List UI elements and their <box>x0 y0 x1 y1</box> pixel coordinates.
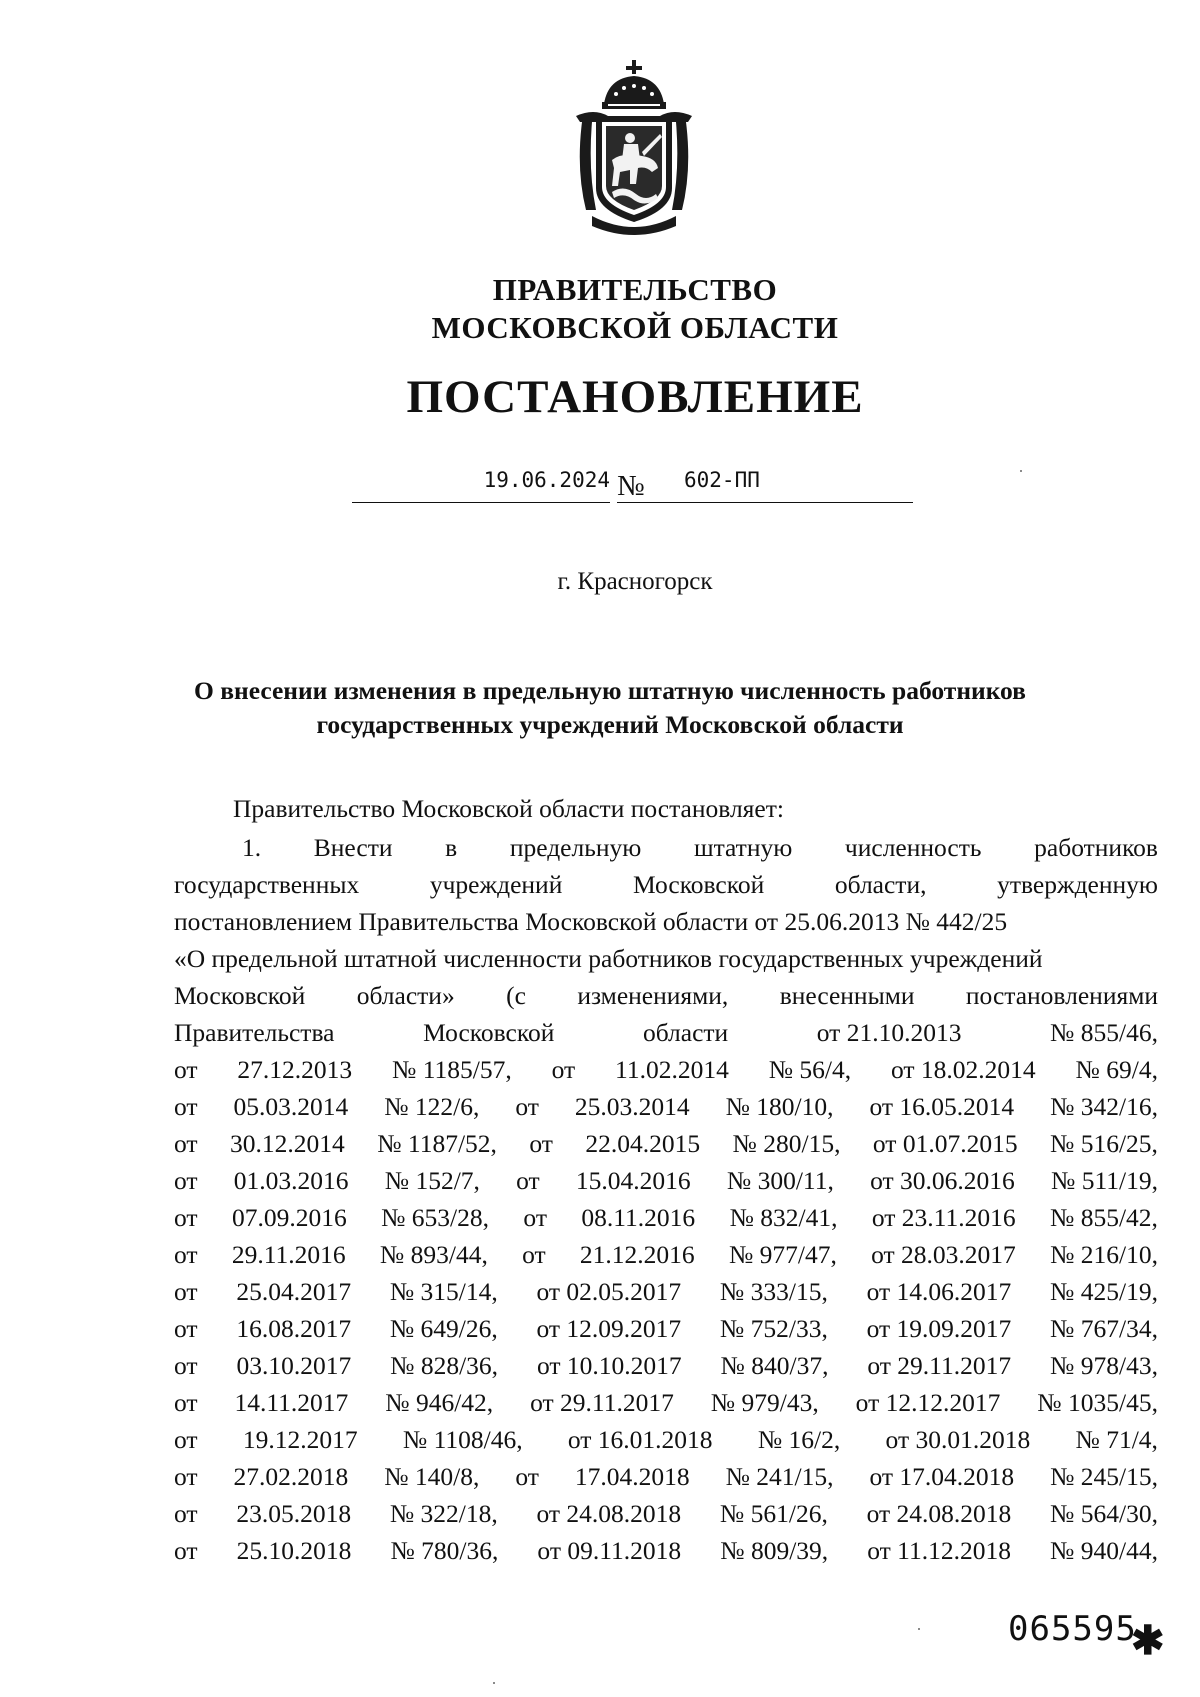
body-word: от <box>174 1203 198 1232</box>
body-word: № 16/2, <box>757 1425 841 1454</box>
scan-speck <box>918 1628 920 1630</box>
body-word: от <box>551 1055 576 1084</box>
body-word: № 425/19, <box>1050 1277 1158 1306</box>
body-word: от 16.05.2014 <box>869 1092 1015 1121</box>
body-word: № 979/43, <box>710 1388 819 1417</box>
body-word: 19.12.2017 <box>242 1425 358 1454</box>
body-word: 22.04.2015 <box>585 1129 701 1158</box>
body-word: № 333/15, <box>719 1277 828 1306</box>
body-word: № 216/10, <box>1050 1240 1158 1269</box>
body-word: № 122/6, <box>384 1092 480 1121</box>
body-word: 05.03.2014 <box>233 1092 349 1121</box>
body-word: 07.09.2016 <box>231 1203 347 1232</box>
body-line <box>174 1014 1158 1051</box>
body-word: № 315/14, <box>389 1277 498 1306</box>
body-word: постановлением Правительства Московской области от 25.06.2013 № 442/25 <box>174 907 1008 936</box>
body-word: от 02.05.2017 <box>536 1277 682 1306</box>
body-word: № 342/16, <box>1050 1092 1158 1121</box>
body-word: от 16.01.2018 <box>567 1425 713 1454</box>
body-word: от 14.06.2017 <box>866 1277 1012 1306</box>
body-word: численность <box>844 833 982 862</box>
body-word: № 300/11, <box>726 1166 834 1195</box>
body-word: «О предельной штатной численности работников государственных учреждений <box>174 944 1043 973</box>
serial-number: 065595 <box>1008 1609 1137 1649</box>
body-word: от 18.02.2014 <box>890 1055 1036 1084</box>
body-word: области, <box>834 870 927 899</box>
body-word: 23.05.2018 <box>236 1499 352 1528</box>
body-word: от 30.06.2016 <box>870 1166 1015 1195</box>
body-word: от 11.12.2018 <box>867 1536 1011 1565</box>
body-word: от 21.10.2013 <box>816 1018 962 1047</box>
body-word: 16.08.2017 <box>236 1314 352 1343</box>
body-word: № 1035/45, <box>1037 1388 1158 1417</box>
body-word: от <box>529 1129 553 1158</box>
body-word: от 30.01.2018 <box>885 1425 1031 1454</box>
body-word: постановлениями <box>965 981 1158 1010</box>
body-word: от <box>515 1092 539 1121</box>
body-word: от <box>515 1462 539 1491</box>
body-word: Московской <box>632 870 765 899</box>
body-line <box>174 1125 1158 1162</box>
body-line <box>174 1310 1158 1347</box>
body-line <box>174 1532 1158 1569</box>
body-word: № 855/42, <box>1050 1203 1158 1232</box>
subject-line: государственных учреждений Московской области <box>316 710 904 739</box>
coat-of-arms-icon <box>572 60 696 238</box>
body-word: от 23.11.2016 <box>871 1203 1016 1232</box>
document-subject <box>0 674 1200 742</box>
body-word: государственных <box>174 870 360 899</box>
body-word: от <box>174 1425 198 1454</box>
government-name-line2: МОСКОВСКОЙ ОБЛАСТИ <box>431 310 839 345</box>
body-word: от 12.12.2017 <box>855 1388 1001 1417</box>
body-line <box>174 1273 1158 1310</box>
body-word: № 978/43, <box>1050 1351 1158 1380</box>
body-word: № 280/15, <box>732 1129 841 1158</box>
body-word: № 56/4, <box>768 1055 852 1084</box>
body-word: внесенными <box>779 981 915 1010</box>
date-underline <box>352 502 610 503</box>
body-word: № 649/26, <box>389 1314 498 1343</box>
body-word: области» <box>356 981 455 1010</box>
body-word: от 09.11.2018 <box>537 1536 682 1565</box>
subject-line: О внесении изменения в предельную штатную численность работников <box>194 676 1026 705</box>
body-word: Московской <box>423 1018 555 1047</box>
body-word: предельную <box>509 833 642 862</box>
body-line <box>174 1199 1158 1236</box>
body-word: учреждений <box>429 870 563 899</box>
body-word: № 564/30, <box>1050 1499 1158 1528</box>
number-sign: № <box>617 470 645 502</box>
body-word: № 152/7, <box>384 1166 480 1195</box>
body-line <box>174 1162 1158 1199</box>
body-word: от 12.09.2017 <box>536 1314 682 1343</box>
body-line <box>174 866 1158 903</box>
body-word: 1. <box>242 833 262 862</box>
body-word: № 767/34, <box>1050 1314 1158 1343</box>
body-word: от 24.08.2018 <box>536 1499 682 1528</box>
serial-mark: ✱ <box>1131 1618 1165 1663</box>
body-word: утвержденную <box>997 870 1158 899</box>
body-word: от 19.09.2017 <box>866 1314 1012 1343</box>
body-word: от <box>174 1092 198 1121</box>
body-word: от <box>174 1388 198 1417</box>
body-word: работников <box>1034 833 1158 862</box>
body-word: № 561/26, <box>719 1499 828 1528</box>
body-word: 27.02.2018 <box>233 1462 349 1491</box>
government-name-line1: ПРАВИТЕЛЬСТВО <box>492 272 778 307</box>
body-word: 11.02.2014 <box>615 1055 729 1084</box>
body-word: от <box>523 1203 547 1232</box>
body-word: 25.04.2017 <box>236 1277 352 1306</box>
date-number-row <box>0 468 1200 508</box>
body-word: от 29.11.2017 <box>867 1351 1012 1380</box>
body-line <box>174 1384 1158 1421</box>
body-word: № 780/36, <box>390 1536 499 1565</box>
body-word: 14.11.2017 <box>234 1388 349 1417</box>
body-word: от <box>516 1166 540 1195</box>
body-word: в <box>445 833 458 862</box>
body-word: № 511/19, <box>1050 1166 1158 1195</box>
body-word: Московской <box>174 981 306 1010</box>
body-word: от <box>522 1240 546 1269</box>
body-word: № 855/46, <box>1050 1018 1158 1047</box>
body-word: № 516/25, <box>1050 1129 1158 1158</box>
document-type-title: ПОСТАНОВЛЕНИЕ <box>406 371 864 423</box>
body-line <box>174 829 1158 866</box>
body-word: № 940/44, <box>1050 1536 1158 1565</box>
body-line <box>174 940 1158 977</box>
body-word: № 752/33, <box>719 1314 828 1343</box>
body-word: от <box>174 1536 198 1565</box>
body-word: № 653/28, <box>381 1203 490 1232</box>
body-word: № 840/37, <box>720 1351 829 1380</box>
body-line <box>174 1347 1158 1384</box>
body-word: от 10.10.2017 <box>536 1351 682 1380</box>
body-word: от <box>174 1351 198 1380</box>
body-line <box>174 1495 1158 1532</box>
body-word: от <box>174 1277 198 1306</box>
body-line <box>174 1236 1158 1273</box>
body-line <box>174 903 1158 940</box>
body-word: от <box>174 1166 198 1195</box>
body-word: от <box>174 1499 198 1528</box>
body-word: № 241/15, <box>725 1462 834 1491</box>
body-word: от 17.04.2018 <box>869 1462 1015 1491</box>
body-word: изменениями, <box>577 981 729 1010</box>
body-word: № 180/10, <box>725 1092 834 1121</box>
body-word: 25.10.2018 <box>236 1536 352 1565</box>
body-word: 01.03.2016 <box>233 1166 349 1195</box>
body-word: 30.12.2014 <box>230 1129 345 1158</box>
body-word: № 245/15, <box>1050 1462 1158 1491</box>
body-word: № 809/39, <box>720 1536 829 1565</box>
scan-speck <box>1020 470 1022 472</box>
body-word: от 28.03.2017 <box>871 1240 1016 1269</box>
body-line <box>174 1088 1158 1125</box>
body-word: № 69/4, <box>1075 1055 1158 1084</box>
number-underline <box>617 502 913 503</box>
body-word: Правительства <box>174 1018 335 1047</box>
body-word: № 140/8, <box>384 1462 480 1491</box>
body-word: 17.04.2018 <box>574 1462 690 1491</box>
intro-text: Правительство Московской области постановляет: <box>233 794 784 823</box>
body-word: Внести <box>313 833 393 862</box>
body-paragraph <box>174 829 1158 1569</box>
body-word: от 01.07.2015 <box>872 1129 1018 1158</box>
body-word: 27.12.2013 <box>237 1055 353 1084</box>
body-word: (с <box>506 981 526 1010</box>
body-line <box>174 1421 1158 1458</box>
city-name: г. Красногорск <box>557 568 713 595</box>
body-word: от 29.11.2017 <box>530 1388 674 1417</box>
body-word: 25.03.2014 <box>574 1092 690 1121</box>
body-word: от <box>174 1314 198 1343</box>
body-word: № 71/4, <box>1075 1425 1158 1454</box>
body-word: № 1185/57, <box>392 1055 512 1084</box>
body-word: 29.11.2016 <box>231 1240 346 1269</box>
body-word: от <box>174 1129 198 1158</box>
body-word: № 946/42, <box>385 1388 494 1417</box>
body-line <box>174 977 1158 1014</box>
body-word: № 977/47, <box>728 1240 837 1269</box>
body-word: от 24.08.2018 <box>866 1499 1012 1528</box>
body-word: штатную <box>693 833 793 862</box>
scan-speck <box>493 1682 495 1684</box>
body-word: от <box>174 1055 198 1084</box>
body-word: от <box>174 1240 198 1269</box>
body-word: № 1187/52, <box>377 1129 497 1158</box>
body-word: от <box>174 1462 198 1491</box>
body-word: 21.12.2016 <box>579 1240 695 1269</box>
document-date: 19.06.2024 <box>483 468 610 492</box>
body-word: № 828/36, <box>390 1351 499 1380</box>
body-word: 15.04.2016 <box>575 1166 691 1195</box>
body-word: 08.11.2016 <box>581 1203 696 1232</box>
body-line <box>174 1051 1158 1088</box>
body-word: № 893/44, <box>379 1240 488 1269</box>
document-number: 602-ПП <box>684 468 760 492</box>
body-word: области <box>642 1018 729 1047</box>
body-word: № 322/18, <box>389 1499 498 1528</box>
body-line <box>174 1458 1158 1495</box>
body-word: № 1108/46, <box>402 1425 523 1454</box>
body-word: 03.10.2017 <box>236 1351 352 1380</box>
body-word: № 832/41, <box>729 1203 838 1232</box>
